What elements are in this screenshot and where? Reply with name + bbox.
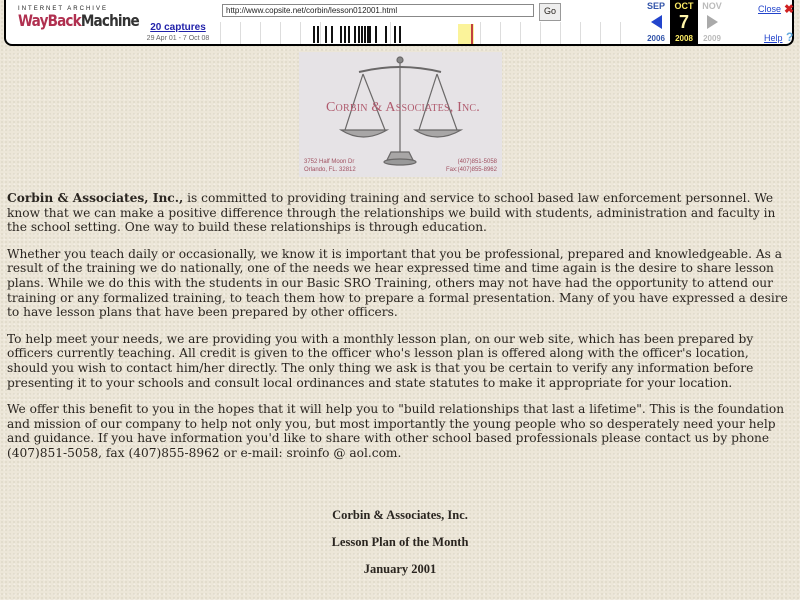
logo-machine: Machine — [80, 11, 139, 30]
captures-link[interactable]: 20 captures — [150, 22, 206, 33]
next-month: NOV — [702, 1, 722, 11]
timeline-divider — [280, 22, 281, 44]
captures-info — [138, 22, 218, 42]
captures-range: 29 Apr 01 - 7 Oct 08 — [146, 35, 210, 42]
url-input[interactable] — [222, 4, 534, 17]
capture-bar — [375, 26, 377, 43]
close-icon[interactable]: ✖ — [784, 2, 795, 16]
current-day: 7 — [678, 12, 689, 32]
footer-subtitle: Lesson Plan of the Month — [331, 535, 469, 549]
page-footer-heading — [0, 508, 800, 589]
wayback-toolbar — [4, 0, 794, 46]
intro-text: is committed to providing training and service to school based law enforcement personnel. We know that we can make a positive difference through the relationships we build with students, administration and faculty in the school setting. One way to build these relationships is through education. — [7, 191, 776, 235]
timeline-divider — [220, 22, 221, 44]
paragraph-3: To help meet your needs, we are providing you with a monthly lesson plan, on our web site, which has been prepared by officers currently teaching. All credit is given to the officer who's lesson plan is offered along with the officer's location, should you wish to contact him/her directly. The only thing we ask is that you be certain to verify any information before presenting it to your schools and consult local ordinances and state statutes to make it appropriate for your location. — [7, 331, 754, 390]
capture-bar — [367, 26, 371, 43]
timeline-divider — [480, 22, 481, 44]
timeline-divider — [500, 22, 501, 44]
timeline-divider — [620, 22, 621, 44]
address-line-1: 3752 Half Moon Dr — [304, 159, 355, 165]
timeline-divider — [580, 22, 581, 44]
help-link[interactable]: Help — [764, 33, 783, 43]
capture-bar — [325, 26, 327, 43]
wayback-machine-wordmark — [18, 11, 139, 30]
address-line-2: Orlando, FL. 32812 — [304, 167, 356, 173]
timeline-divider — [300, 22, 301, 44]
capture-bar — [317, 26, 319, 43]
fax-number: Fax:(407)855-8962 — [445, 167, 497, 173]
help-icon[interactable]: ? — [786, 30, 794, 44]
prev-month: SEP — [646, 1, 665, 11]
capture-bar — [331, 26, 333, 43]
timeline-divider — [260, 22, 261, 44]
capture-bar — [385, 26, 387, 43]
company-logo-card — [299, 52, 502, 177]
arrow-right-icon — [707, 15, 718, 29]
current-year: 2008 — [675, 34, 693, 43]
current-capture — [670, 0, 698, 45]
capture-bar — [358, 26, 360, 43]
capture-bar — [344, 26, 346, 43]
timeline-divider — [240, 22, 241, 44]
timeline-divider — [600, 22, 601, 44]
current-capture-marker — [471, 24, 473, 44]
timeline-divider — [520, 22, 521, 44]
paragraph-4: We offer this benefit to you in the hopes that it will help you to "build relationships that last a lifetime". This is the foundation and mission of our company to help not only you, but most importantly the young people who so desperately need your help and guidance. If you have information you'd like to share with other school based professionals please contact us by phone (407)851-5058, fax (407)855-8962 or e-mail: sroinfo @ aol.com. — [7, 402, 785, 460]
main-content — [7, 191, 793, 473]
logo-way: WayBack — [18, 11, 81, 30]
capture-bar — [394, 26, 396, 43]
month-navigator — [642, 0, 738, 44]
timeline-divider — [560, 22, 561, 44]
company-contact — [446, 158, 497, 174]
go-button[interactable]: Go — [539, 3, 561, 21]
next-year: 2009 — [703, 34, 721, 43]
timeline-divider — [320, 22, 321, 44]
phone-number: (407)851-5058 — [457, 159, 497, 165]
capture-bar — [354, 26, 356, 43]
wayback-logo[interactable] — [18, 6, 139, 30]
capture-bar — [348, 26, 350, 43]
close-link[interactable]: Close — [758, 4, 782, 14]
current-month: OCT — [674, 1, 694, 11]
capture-bar — [340, 26, 342, 43]
arrow-left-icon[interactable] — [651, 15, 662, 29]
capture-bar — [399, 26, 401, 43]
paragraph-2: Whether you teach daily or occasionally, we know it is important that you be professional, prepared and knowledgeable. As a result of the training we do nationally, one of the needs we hear expressed time and time again is the desire to share lesson plans. While we do this with the students in our Basic SRO Training, others may not have had the opportunity to attend our training or any formalized training, to teach them how to prepare a formal presentation. Many of you have expressed a desire to have lesson plans that have been prepared by other officers. — [7, 246, 788, 320]
capture-bar — [313, 26, 315, 43]
company-address — [304, 158, 356, 174]
next-capture — [698, 0, 726, 43]
prev-capture[interactable] — [642, 0, 670, 43]
company-name: Corbin & Associates, Inc., — [7, 191, 184, 205]
company-logo-title: Corbin & Associates, Inc. — [326, 100, 480, 115]
timeline-divider — [540, 22, 541, 44]
footer-company: Corbin & Associates, Inc. — [332, 508, 468, 522]
capture-bar — [364, 26, 366, 43]
prev-year: 2006 — [647, 34, 665, 43]
capture-bar — [361, 26, 363, 43]
timeline-divider — [390, 22, 391, 44]
capture-timeline[interactable] — [220, 22, 636, 44]
footer-date: January 2001 — [363, 562, 437, 576]
intro-paragraph — [7, 191, 793, 235]
internet-archive-text: INTERNET ARCHIVE — [18, 6, 108, 12]
